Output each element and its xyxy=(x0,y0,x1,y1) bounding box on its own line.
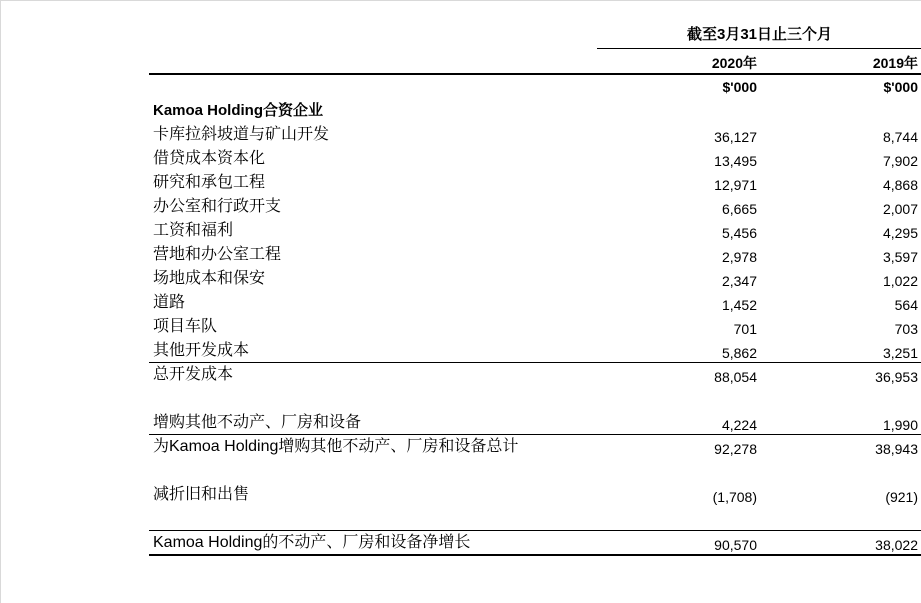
depreciation-value-2019: (921) xyxy=(885,489,918,505)
total-dev-value-2020: 88,054 xyxy=(714,369,757,385)
table-row xyxy=(1,291,921,315)
row-value-2020: 5,456 xyxy=(721,225,757,241)
table-row xyxy=(1,339,921,363)
total-dev-value-2019: 36,953 xyxy=(875,369,918,385)
depreciation-row xyxy=(1,483,921,507)
row-label: 其他开发成本 xyxy=(153,342,250,359)
table-row xyxy=(1,219,921,243)
row-value-2020: 701 xyxy=(733,321,757,337)
period-header: 截至3月31日止三个月 xyxy=(686,26,833,43)
row-value-2019: 8,744 xyxy=(882,129,918,145)
row-label: 道路 xyxy=(153,294,186,311)
net-increase-row xyxy=(1,531,921,555)
additions-value-2020: 4,224 xyxy=(721,417,757,433)
row-value-2019: 703 xyxy=(894,321,918,337)
unit-2019-header: $'000 xyxy=(883,79,918,95)
row-value-2020: 5,862 xyxy=(721,345,757,361)
total-additions-row xyxy=(1,435,921,459)
row-label: 工资和福利 xyxy=(153,222,234,239)
table-row xyxy=(1,315,921,339)
table-row xyxy=(1,267,921,291)
additions-row xyxy=(1,411,921,435)
row-value-2019: 7,902 xyxy=(882,153,918,169)
total-dev-row xyxy=(1,363,921,387)
row-value-2020: 13,495 xyxy=(714,153,757,169)
row-value-2019: 564 xyxy=(894,297,918,313)
net-bottom-rule xyxy=(149,554,921,556)
row-value-2020: 1,452 xyxy=(721,297,757,313)
table-row xyxy=(1,147,921,171)
table-row xyxy=(1,123,921,147)
row-value-2019: 4,295 xyxy=(882,225,918,241)
additions-label: 增购其他不动产、厂房和设备 xyxy=(153,414,362,431)
header-rule xyxy=(149,73,921,75)
net-increase-label: Kamoa Holding的不动产、厂房和设备净增长 xyxy=(153,534,471,551)
row-label: 场地成本和保安 xyxy=(153,270,266,287)
row-label: 借贷成本资本化 xyxy=(153,150,266,167)
depreciation-label: 减折旧和出售 xyxy=(153,486,250,503)
row-value-2019: 2,007 xyxy=(882,201,918,217)
row-value-2019: 4,868 xyxy=(882,177,918,193)
section-title: Kamoa Holding合资企业 xyxy=(153,102,324,119)
row-value-2019: 3,597 xyxy=(882,249,918,265)
unit-2020-header: $'000 xyxy=(722,79,757,95)
table-row xyxy=(1,243,921,267)
row-label: 办公室和行政开支 xyxy=(153,198,282,215)
total-additions-value-2019: 38,943 xyxy=(875,441,918,457)
row-label: 研究和承包工程 xyxy=(153,174,266,191)
table-row xyxy=(1,171,921,195)
depreciation-value-2020: (1,708) xyxy=(712,489,757,505)
year-2019-header: 2019年 xyxy=(872,55,918,71)
total-additions-value-2020: 92,278 xyxy=(714,441,757,457)
row-label: 营地和办公室工程 xyxy=(153,246,282,263)
table-row xyxy=(1,195,921,219)
total-dev-label: 总开发成本 xyxy=(153,366,234,383)
row-value-2020: 6,665 xyxy=(721,201,757,217)
row-value-2019: 3,251 xyxy=(882,345,918,361)
row-value-2020: 2,978 xyxy=(721,249,757,265)
year-2020-header: 2020年 xyxy=(711,55,757,71)
row-label: 卡库拉斜坡道与矿山开发 xyxy=(153,126,330,143)
period-underline xyxy=(597,48,921,49)
total-additions-label: 为Kamoa Holding增购其他不动产、厂房和设备总计 xyxy=(153,438,519,455)
net-increase-value-2020: 90,570 xyxy=(714,537,757,553)
row-value-2020: 36,127 xyxy=(714,129,757,145)
row-label: 项目车队 xyxy=(153,318,218,335)
additions-value-2019: 1,990 xyxy=(882,417,918,433)
row-value-2020: 12,971 xyxy=(714,177,757,193)
row-value-2020: 2,347 xyxy=(721,273,757,289)
row-value-2019: 1,022 xyxy=(882,273,918,289)
net-increase-value-2019: 38,022 xyxy=(875,537,918,553)
